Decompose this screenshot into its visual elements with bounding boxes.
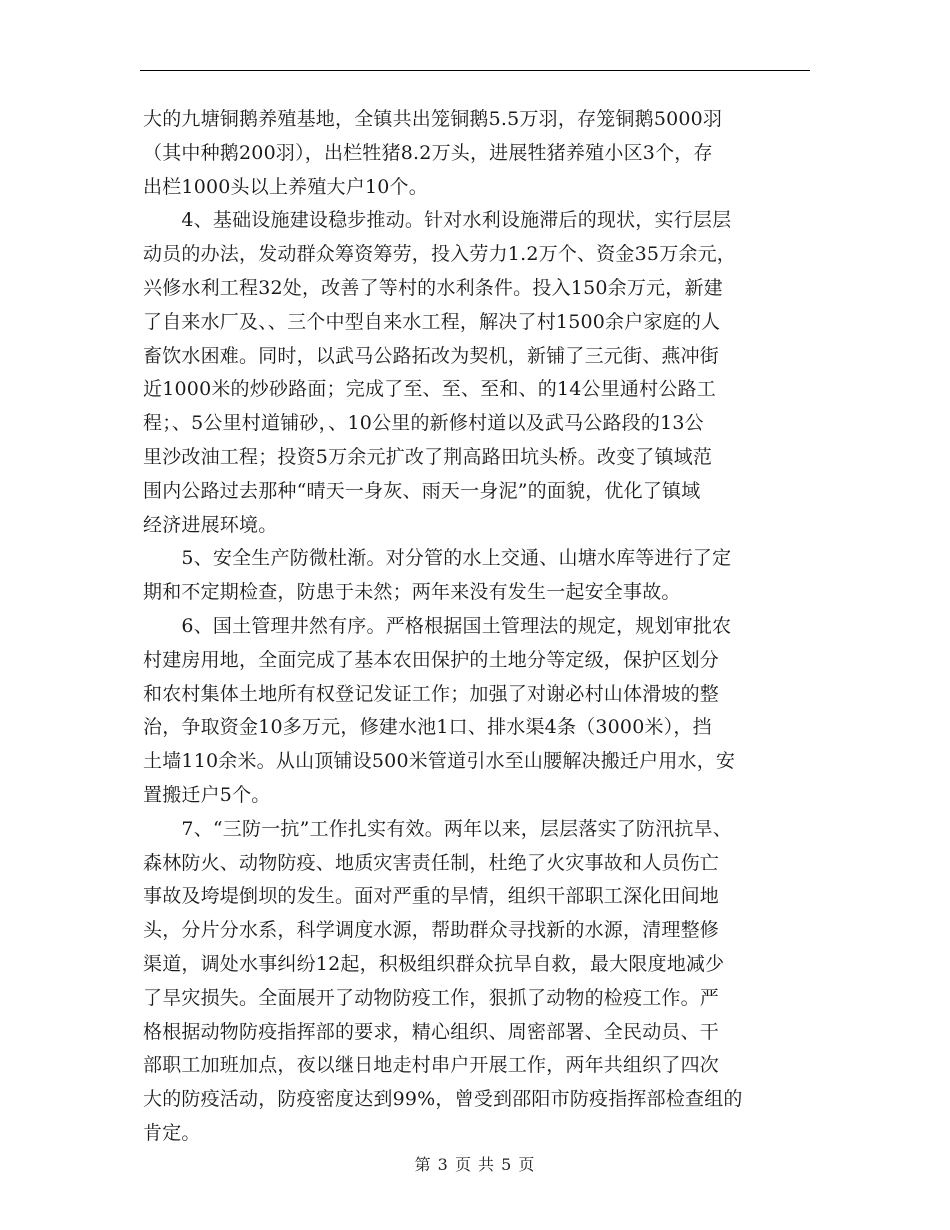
paragraph-land-management: 6、国土管理井然有序。严格根据国土管理法的规定，规划审批农 村建房用地，全面完成了基本农田保护的土地分等定级，保护区划分 和农村集体土地所有权登记发证工作；加强了对谢必村山体滑坡的整 治，争取资金10多万元，修建水池1口、排水渠4条（3000米），挡 土墙110余米。从山顶铺设500米管道引水至山腰解决搬迁户用水，安 置搬迁户5个。	[143, 614, 736, 806]
paragraph-livestock: 大的九塘铜鹅养殖基地，全镇共出笼铜鹅5.5万羽，存笼铜鹅5000羽 （其中种鹅200羽），出栏牲猪8.2万头，进展牲猪养殖小区3个，存 出栏1000头以上养殖大户10个。	[143, 108, 723, 198]
paragraph-safety: 5、安全生产防微杜渐。对分管的水上交通、山塘水库等进行了定 期和不定期检查，防患于未然；两年来没有发生一起安全事故。	[143, 547, 732, 604]
header-rule	[140, 70, 810, 71]
paragraph-disaster-prevention: 7、“三防一抗”工作扎实有效。两年以来，层层落实了防汛抗旱、 森林防火、动物防疫、地质灾害责任制，杜绝了火灾事故和人员伤亡 事故及垮堤倒坝的发生。面对严重的旱情，组织干部职工深化田间地 头，分片分水系，科学调度水源，帮助群众寻找新的水源，清理整修 渠道，调处水事纠纷12起，积极组织群众抗旱自救，最大限度地减少 了旱灾损失。全面展开了动物防疫工作，狠抓了动物的检疫工作。严 格根据动物防疫指挥部的要求，精心组织、周密部署、全民动员、干 部职工加班加点，夜以继日地走村串户开展工作，两年共组织了四次 大的防疫活动，防疫密度达到99%，曾受到邵阳市防疫指挥部检查组的 肯定。	[143, 817, 743, 1144]
paragraph-infrastructure: 4、基础设施建设稳步推动。针对水利设施滞后的现状，实行层层 动员的办法，发动群众筹资筹劳，投入劳力1.2万个、资金35万余元， 兴修水利工程32处，改善了等村的水利条件。投入150余万元，新建 了自来水厂及、、三个中型自来水工程，解决了村1500余户家庭的人 畜饮水困难。同时，以武马公路拓改为契机，新铺了三元街、燕冲街 近1000米的炒砂路面；完成了至、至、至和、的14公里通村公路工 程；、5公里村道铺砂，、10公里的新修村道以及武马公路段的13公 里沙改油工程；投资5万余元扩改了荆高路田坑头桥。改变了镇域范 围内公路过去那种“晴天一身灰、雨天一身泥”的面貌，优化了镇域 经济进展环境。	[143, 209, 736, 536]
page-number-footer: 第 3 页 共 5 页	[414, 1155, 536, 1174]
document-body	[143, 103, 818, 1151]
